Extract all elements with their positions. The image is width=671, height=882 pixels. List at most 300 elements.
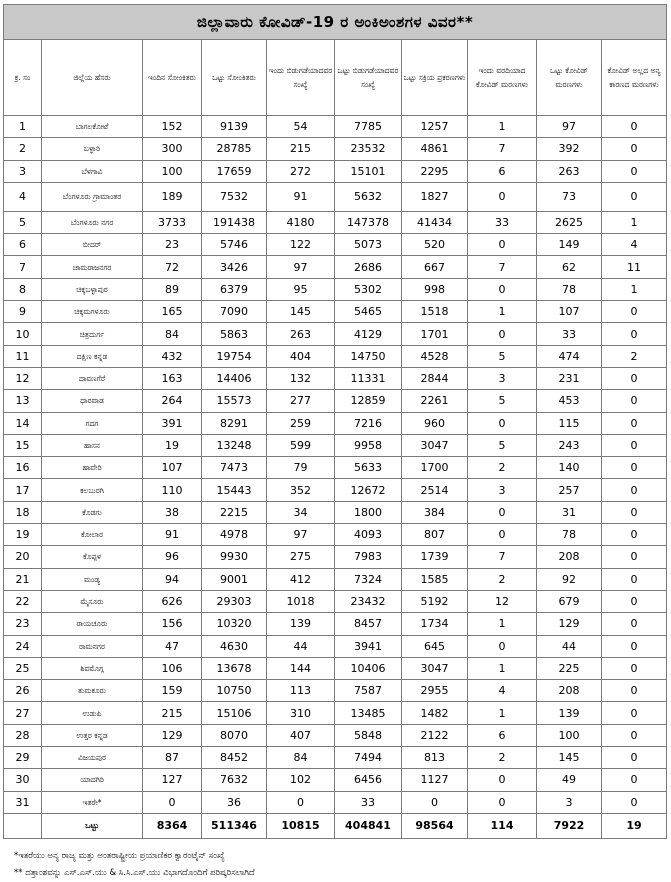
cell-today-cases: 84 [143, 323, 202, 345]
cell-total-discharged: 7216 [335, 412, 402, 434]
cell-total-deaths: 257 [537, 479, 602, 501]
cell-total-deaths: 100 [537, 724, 602, 746]
cell-today-discharged: 275 [267, 546, 335, 568]
cell-today-cases: 47 [143, 635, 202, 657]
cell-total-discharged: 23532 [335, 138, 402, 160]
cell-serial: 1 [4, 116, 42, 138]
cell-total-deaths: 62 [537, 256, 602, 278]
table-row [4, 590, 667, 612]
cell-active-cases: 2122 [402, 724, 468, 746]
cell-today-deaths: 2 [468, 457, 537, 479]
cell-district: ಇತರೇ* [42, 791, 143, 813]
cell-today-cases: 215 [143, 702, 202, 724]
cell-total-discharged: 3941 [335, 635, 402, 657]
cell-non-covid-deaths: 0 [602, 613, 667, 635]
cell-today-deaths: 1 [468, 657, 537, 679]
cell-non-covid-deaths: 0 [602, 390, 667, 412]
cell-non-covid-deaths: 0 [602, 160, 667, 182]
cell-today-cases: 159 [143, 680, 202, 702]
col-header-district: ಜಿಲ್ಲೆಯ ಹೆಸರು [42, 40, 143, 116]
cell-today-discharged: 145 [267, 301, 335, 323]
cell-today-cases: 152 [143, 116, 202, 138]
cell-total-deaths: 231 [537, 367, 602, 389]
cell-active-cases: 3047 [402, 434, 468, 456]
table-row [4, 278, 667, 300]
cell-total-deaths: 453 [537, 390, 602, 412]
cell-today-deaths: 5 [468, 390, 537, 412]
cell-active-cases: 1700 [402, 457, 468, 479]
cell-today-deaths: 6 [468, 724, 537, 746]
col-header-non-covid-deaths: ಕೋವಿಡ್ ಅಲ್ಲದ ಅನ್ಯ ಕಾರಣದ ಮರಣಗಳು [602, 40, 667, 116]
cell-today-discharged: 97 [267, 524, 335, 546]
cell-active-cases: 1482 [402, 702, 468, 724]
cell-district: ತುಮಕೂರು [42, 680, 143, 702]
cell-non-covid-deaths: 0 [602, 412, 667, 434]
cell-total-deaths: 49 [537, 769, 602, 791]
cell-total-cases: 15106 [202, 702, 267, 724]
cell-today-discharged: 272 [267, 160, 335, 182]
cell-today-cases: 19 [143, 434, 202, 456]
footnote-others: *ಇತರೆಯು ಅನ್ಯ ರಾಜ್ಯ ಮತ್ತು ಅಂತರಾಷ್ಟ್ರೀಯ ಪ್ರಯಾಣಿಕರ ಕ್ವಾರಂಟೈನ್ ಸಂಖ್ಯೆ [14, 851, 225, 861]
cell-non-covid-deaths: 0 [602, 702, 667, 724]
cell-active-cases: 4528 [402, 345, 468, 367]
cell-today-deaths: 0 [468, 412, 537, 434]
cell-active-cases: 2955 [402, 680, 468, 702]
cell-total-discharged: 11331 [335, 367, 402, 389]
cell-serial: 14 [4, 412, 42, 434]
cell-district: ಕೊಡಗು [42, 501, 143, 523]
cell-non-covid-deaths: 0 [602, 301, 667, 323]
cell-today-discharged: 54 [267, 116, 335, 138]
cell-active-cases: 960 [402, 412, 468, 434]
cell-total-deaths: 3 [537, 791, 602, 813]
cell-total-cases: 7090 [202, 301, 267, 323]
table-row [4, 568, 667, 590]
total-today-discharged: 10815 [267, 813, 335, 838]
cell-non-covid-deaths: 0 [602, 479, 667, 501]
cell-total-cases: 15443 [202, 479, 267, 501]
cell-non-covid-deaths: 0 [602, 116, 667, 138]
cell-today-deaths: 1 [468, 613, 537, 635]
cell-active-cases: 2261 [402, 390, 468, 412]
table-row [4, 390, 667, 412]
cell-non-covid-deaths: 0 [602, 434, 667, 456]
table-row [4, 323, 667, 345]
cell-non-covid-deaths: 1 [602, 278, 667, 300]
cell-non-covid-deaths: 0 [602, 182, 667, 211]
cell-total-cases: 3426 [202, 256, 267, 278]
cell-district: ಕಲಬುರಗಿ [42, 479, 143, 501]
cell-active-cases: 384 [402, 501, 468, 523]
cell-total-cases: 4978 [202, 524, 267, 546]
cell-active-cases: 1739 [402, 546, 468, 568]
cell-today-cases: 127 [143, 769, 202, 791]
cell-total-deaths: 107 [537, 301, 602, 323]
cell-today-cases: 391 [143, 412, 202, 434]
cell-today-discharged: 113 [267, 680, 335, 702]
cell-serial: 30 [4, 769, 42, 791]
cell-total-deaths: 208 [537, 680, 602, 702]
cell-total-discharged: 5073 [335, 234, 402, 256]
cell-serial: 13 [4, 390, 42, 412]
cell-total-deaths: 208 [537, 546, 602, 568]
cell-total-discharged: 1800 [335, 501, 402, 523]
cell-active-cases: 0 [402, 791, 468, 813]
cell-serial: 6 [4, 234, 42, 256]
cell-today-discharged: 144 [267, 657, 335, 679]
table-row [4, 345, 667, 367]
cell-active-cases: 645 [402, 635, 468, 657]
cell-today-deaths: 6 [468, 160, 537, 182]
cell-today-deaths: 1 [468, 301, 537, 323]
table-row [4, 256, 667, 278]
cell-today-deaths: 0 [468, 182, 537, 211]
cell-today-deaths: 0 [468, 323, 537, 345]
cell-total-discharged: 5302 [335, 278, 402, 300]
cell-serial: 25 [4, 657, 42, 679]
cell-today-discharged: 412 [267, 568, 335, 590]
cell-serial: 20 [4, 546, 42, 568]
cell-district: ದಕ್ಷಿಣ ಕನ್ನಡ [42, 345, 143, 367]
cell-active-cases: 1701 [402, 323, 468, 345]
col-header-today-cases: ಇಂದಿನ ಸೋಂಕಿತರು [143, 40, 202, 116]
cell-non-covid-deaths: 0 [602, 747, 667, 769]
cell-district: ಯಾದಗಿರಿ [42, 769, 143, 791]
cell-non-covid-deaths: 0 [602, 457, 667, 479]
cell-non-covid-deaths: 0 [602, 680, 667, 702]
cell-total-deaths: 140 [537, 457, 602, 479]
cell-total-deaths: 149 [537, 234, 602, 256]
footnotes [14, 848, 255, 882]
cell-total-cases: 17659 [202, 160, 267, 182]
col-header-active-cases: ಒಟ್ಟು ಸಕ್ರಿಯ ಪ್ರಕರಣಗಳು [402, 40, 468, 116]
cell-non-covid-deaths: 0 [602, 724, 667, 746]
cell-total-deaths: 31 [537, 501, 602, 523]
cell-today-deaths: 7 [468, 256, 537, 278]
cell-non-covid-deaths: 1 [602, 211, 667, 233]
cell-today-cases: 165 [143, 301, 202, 323]
cell-total-deaths: 243 [537, 434, 602, 456]
cell-today-deaths: 7 [468, 546, 537, 568]
cell-total-deaths: 145 [537, 747, 602, 769]
cell-total-cases: 28785 [202, 138, 267, 160]
cell-total-discharged: 5465 [335, 301, 402, 323]
table-row [4, 160, 667, 182]
table-row [4, 412, 667, 434]
cell-total-cases: 29303 [202, 590, 267, 612]
cell-today-deaths: 5 [468, 345, 537, 367]
cell-active-cases: 1827 [402, 182, 468, 211]
table-row [4, 138, 667, 160]
cell-today-cases: 129 [143, 724, 202, 746]
cell-today-discharged: 1018 [267, 590, 335, 612]
cell-non-covid-deaths: 4 [602, 234, 667, 256]
cell-total-deaths: 263 [537, 160, 602, 182]
table-row [4, 724, 667, 746]
cell-district: ಧಾರವಾಡ [42, 390, 143, 412]
table-row [4, 747, 667, 769]
cell-non-covid-deaths: 0 [602, 524, 667, 546]
cell-total-deaths: 474 [537, 345, 602, 367]
table-row [4, 791, 667, 813]
total-total-discharged: 404841 [335, 813, 402, 838]
cell-non-covid-deaths: 2 [602, 345, 667, 367]
col-header-total-discharged: ಒಟ್ಟು ಬಿಡುಗಡೆಯಾದವರ ಸಂಖ್ಯೆ [335, 40, 402, 116]
cell-district: ಕೊಪ್ಪಳ [42, 546, 143, 568]
table-row [4, 301, 667, 323]
cell-total-discharged: 10406 [335, 657, 402, 679]
cell-today-discharged: 44 [267, 635, 335, 657]
cell-total-cases: 9930 [202, 546, 267, 568]
total-serial-cell [4, 813, 42, 838]
cell-today-cases: 87 [143, 747, 202, 769]
cell-total-discharged: 15101 [335, 160, 402, 182]
cell-total-discharged: 4129 [335, 323, 402, 345]
cell-total-cases: 8452 [202, 747, 267, 769]
cell-serial: 9 [4, 301, 42, 323]
cell-district: ಬೆಂಗಳೂರು ನಗರ [42, 211, 143, 233]
cell-non-covid-deaths: 0 [602, 791, 667, 813]
cell-total-discharged: 9958 [335, 434, 402, 456]
cell-today-deaths: 12 [468, 590, 537, 612]
cell-serial: 7 [4, 256, 42, 278]
cell-district: ಚಾಮರಾಜನಗರ [42, 256, 143, 278]
cell-today-discharged: 352 [267, 479, 335, 501]
table-row [4, 613, 667, 635]
cell-non-covid-deaths: 0 [602, 635, 667, 657]
table-row [4, 546, 667, 568]
cell-serial: 15 [4, 434, 42, 456]
cell-total-deaths: 129 [537, 613, 602, 635]
cell-total-deaths: 78 [537, 278, 602, 300]
cell-total-cases: 9001 [202, 568, 267, 590]
cell-total-discharged: 7785 [335, 116, 402, 138]
cell-serial: 19 [4, 524, 42, 546]
cell-district: ಬೆಳಗಾವಿ [42, 160, 143, 182]
cell-district: ಮಂಡ್ಯ [42, 568, 143, 590]
total-active-cases: 98564 [402, 813, 468, 838]
cell-serial: 11 [4, 345, 42, 367]
total-row [4, 813, 667, 838]
table-row [4, 635, 667, 657]
cell-total-deaths: 92 [537, 568, 602, 590]
total-non-covid-deaths: 19 [602, 813, 667, 838]
cell-today-discharged: 132 [267, 367, 335, 389]
cell-active-cases: 3047 [402, 657, 468, 679]
cell-total-discharged: 13485 [335, 702, 402, 724]
cell-serial: 23 [4, 613, 42, 635]
cell-total-cases: 9139 [202, 116, 267, 138]
cell-non-covid-deaths: 0 [602, 367, 667, 389]
table-row [4, 769, 667, 791]
cell-today-cases: 100 [143, 160, 202, 182]
cell-today-cases: 300 [143, 138, 202, 160]
cell-total-cases: 36 [202, 791, 267, 813]
cell-total-discharged: 6456 [335, 769, 402, 791]
cell-today-deaths: 3 [468, 367, 537, 389]
cell-total-cases: 10320 [202, 613, 267, 635]
cell-total-cases: 5863 [202, 323, 267, 345]
cell-serial: 16 [4, 457, 42, 479]
table-body [4, 116, 667, 814]
table-row [4, 680, 667, 702]
cell-today-discharged: 95 [267, 278, 335, 300]
cell-non-covid-deaths: 0 [602, 590, 667, 612]
cell-today-cases: 189 [143, 182, 202, 211]
cell-active-cases: 4861 [402, 138, 468, 160]
cell-non-covid-deaths: 0 [602, 769, 667, 791]
cell-today-discharged: 599 [267, 434, 335, 456]
cell-serial: 24 [4, 635, 42, 657]
cell-district: ಉಡುಪಿ [42, 702, 143, 724]
cell-active-cases: 2844 [402, 367, 468, 389]
cell-today-cases: 94 [143, 568, 202, 590]
cell-total-discharged: 7494 [335, 747, 402, 769]
cell-today-cases: 89 [143, 278, 202, 300]
footnote-data-source: ** ದತ್ತಾಂಶವನ್ನು ಎಸ್.ಎಸ್.ಯು & ಸಿ.ಸಿ.ಎಸ್.ಯು ವಿಭಾಗದೊಂದಿಗೆ ಪರಿಷ್ಕರಿಸಲಾಗಿದೆ [14, 868, 255, 878]
cell-total-deaths: 225 [537, 657, 602, 679]
cell-today-discharged: 0 [267, 791, 335, 813]
cell-serial: 27 [4, 702, 42, 724]
cell-today-deaths: 7 [468, 138, 537, 160]
cell-active-cases: 1127 [402, 769, 468, 791]
cell-today-discharged: 139 [267, 613, 335, 635]
cell-serial: 21 [4, 568, 42, 590]
cell-active-cases: 667 [402, 256, 468, 278]
cell-non-covid-deaths: 11 [602, 256, 667, 278]
cell-today-deaths: 2 [468, 747, 537, 769]
cell-today-deaths: 0 [468, 769, 537, 791]
cell-total-discharged: 14750 [335, 345, 402, 367]
cell-today-deaths: 0 [468, 501, 537, 523]
table-row [4, 702, 667, 724]
cell-total-deaths: 44 [537, 635, 602, 657]
cell-active-cases: 807 [402, 524, 468, 546]
table-row [4, 434, 667, 456]
cell-total-discharged: 12672 [335, 479, 402, 501]
cell-non-covid-deaths: 0 [602, 138, 667, 160]
cell-total-deaths: 139 [537, 702, 602, 724]
cell-total-cases: 7532 [202, 182, 267, 211]
cell-district: ಹಾವೇರಿ [42, 457, 143, 479]
total-total-deaths: 7922 [537, 813, 602, 838]
cell-district: ಶಿವಮೊಗ್ಗ [42, 657, 143, 679]
cell-total-cases: 8070 [202, 724, 267, 746]
cell-total-cases: 10750 [202, 680, 267, 702]
col-header-serial: ಕ್ರ. ಸಂ [4, 40, 42, 116]
table-row [4, 116, 667, 138]
cell-total-cases: 15573 [202, 390, 267, 412]
cell-total-discharged: 5848 [335, 724, 402, 746]
cell-today-discharged: 404 [267, 345, 335, 367]
page-title: ಜಿಲ್ಲಾವಾರು ಕೋವಿಡ್-19 ರ ಅಂಕಿಅಂಶಗಳ ವಿವರ** [4, 5, 667, 40]
cell-total-cases: 4630 [202, 635, 267, 657]
cell-today-discharged: 407 [267, 724, 335, 746]
table-row [4, 501, 667, 523]
cell-today-deaths: 0 [468, 234, 537, 256]
cell-today-deaths: 5 [468, 434, 537, 456]
cell-non-covid-deaths: 0 [602, 323, 667, 345]
table-row [4, 234, 667, 256]
cell-active-cases: 520 [402, 234, 468, 256]
cell-active-cases: 1585 [402, 568, 468, 590]
cell-serial: 2 [4, 138, 42, 160]
cell-today-cases: 156 [143, 613, 202, 635]
cell-serial: 10 [4, 323, 42, 345]
cell-serial: 31 [4, 791, 42, 813]
cell-total-deaths: 392 [537, 138, 602, 160]
cell-today-cases: 264 [143, 390, 202, 412]
cell-today-deaths: 4 [468, 680, 537, 702]
col-header-today-deaths: ಇಂದು ವರದಿಯಾದ ಕೋವಿಡ್ ಮರಣಗಳು [468, 40, 537, 116]
cell-total-discharged: 147378 [335, 211, 402, 233]
cell-today-cases: 96 [143, 546, 202, 568]
table-row [4, 479, 667, 501]
cell-total-cases: 8291 [202, 412, 267, 434]
cell-serial: 18 [4, 501, 42, 523]
cell-today-discharged: 259 [267, 412, 335, 434]
cell-today-deaths: 0 [468, 791, 537, 813]
col-header-today-discharged: ಇಂದು ಬಿಡುಗಡೆಯಾದವರ ಸಂಖ್ಯೆ [267, 40, 335, 116]
cell-total-cases: 13248 [202, 434, 267, 456]
cell-total-cases: 13678 [202, 657, 267, 679]
total-today-deaths: 114 [468, 813, 537, 838]
total-label: ಒಟ್ಟು [42, 813, 143, 838]
cell-district: ವಿಜಯಪುರ [42, 747, 143, 769]
cell-total-cases: 14406 [202, 367, 267, 389]
cell-today-discharged: 4180 [267, 211, 335, 233]
cell-today-cases: 106 [143, 657, 202, 679]
cell-today-cases: 110 [143, 479, 202, 501]
cell-total-discharged: 5633 [335, 457, 402, 479]
cell-today-cases: 0 [143, 791, 202, 813]
cell-today-cases: 626 [143, 590, 202, 612]
cell-today-cases: 107 [143, 457, 202, 479]
cell-today-deaths: 1 [468, 116, 537, 138]
cell-total-cases: 2215 [202, 501, 267, 523]
cell-non-covid-deaths: 0 [602, 501, 667, 523]
district-covid-table [3, 4, 667, 839]
cell-today-deaths: 0 [468, 278, 537, 300]
cell-total-deaths: 78 [537, 524, 602, 546]
cell-district: ರಾಮನಗರ [42, 635, 143, 657]
cell-active-cases: 1734 [402, 613, 468, 635]
cell-total-cases: 191438 [202, 211, 267, 233]
total-today-cases: 8364 [143, 813, 202, 838]
cell-serial: 22 [4, 590, 42, 612]
col-header-total-deaths: ಒಟ್ಟು ಕೋವಿಡ್ ಮರಣಗಳು [537, 40, 602, 116]
table-row [4, 182, 667, 211]
cell-total-deaths: 73 [537, 182, 602, 211]
cell-district: ಬಾಗಲಕೋಟೆ [42, 116, 143, 138]
cell-active-cases: 813 [402, 747, 468, 769]
total-total-cases: 511346 [202, 813, 267, 838]
cell-total-deaths: 679 [537, 590, 602, 612]
table-row [4, 657, 667, 679]
cell-today-discharged: 34 [267, 501, 335, 523]
cell-district: ಮೈಸೂರು [42, 590, 143, 612]
cell-active-cases: 998 [402, 278, 468, 300]
cell-serial: 3 [4, 160, 42, 182]
cell-serial: 17 [4, 479, 42, 501]
cell-district: ಚಿತ್ರದುರ್ಗ [42, 323, 143, 345]
table-row [4, 457, 667, 479]
cell-active-cases: 41434 [402, 211, 468, 233]
cell-district: ಬೆಂಗಳೂರು ಗ್ರಾಮಾಂತರ [42, 182, 143, 211]
cell-serial: 26 [4, 680, 42, 702]
cell-serial: 8 [4, 278, 42, 300]
cell-total-cases: 6379 [202, 278, 267, 300]
